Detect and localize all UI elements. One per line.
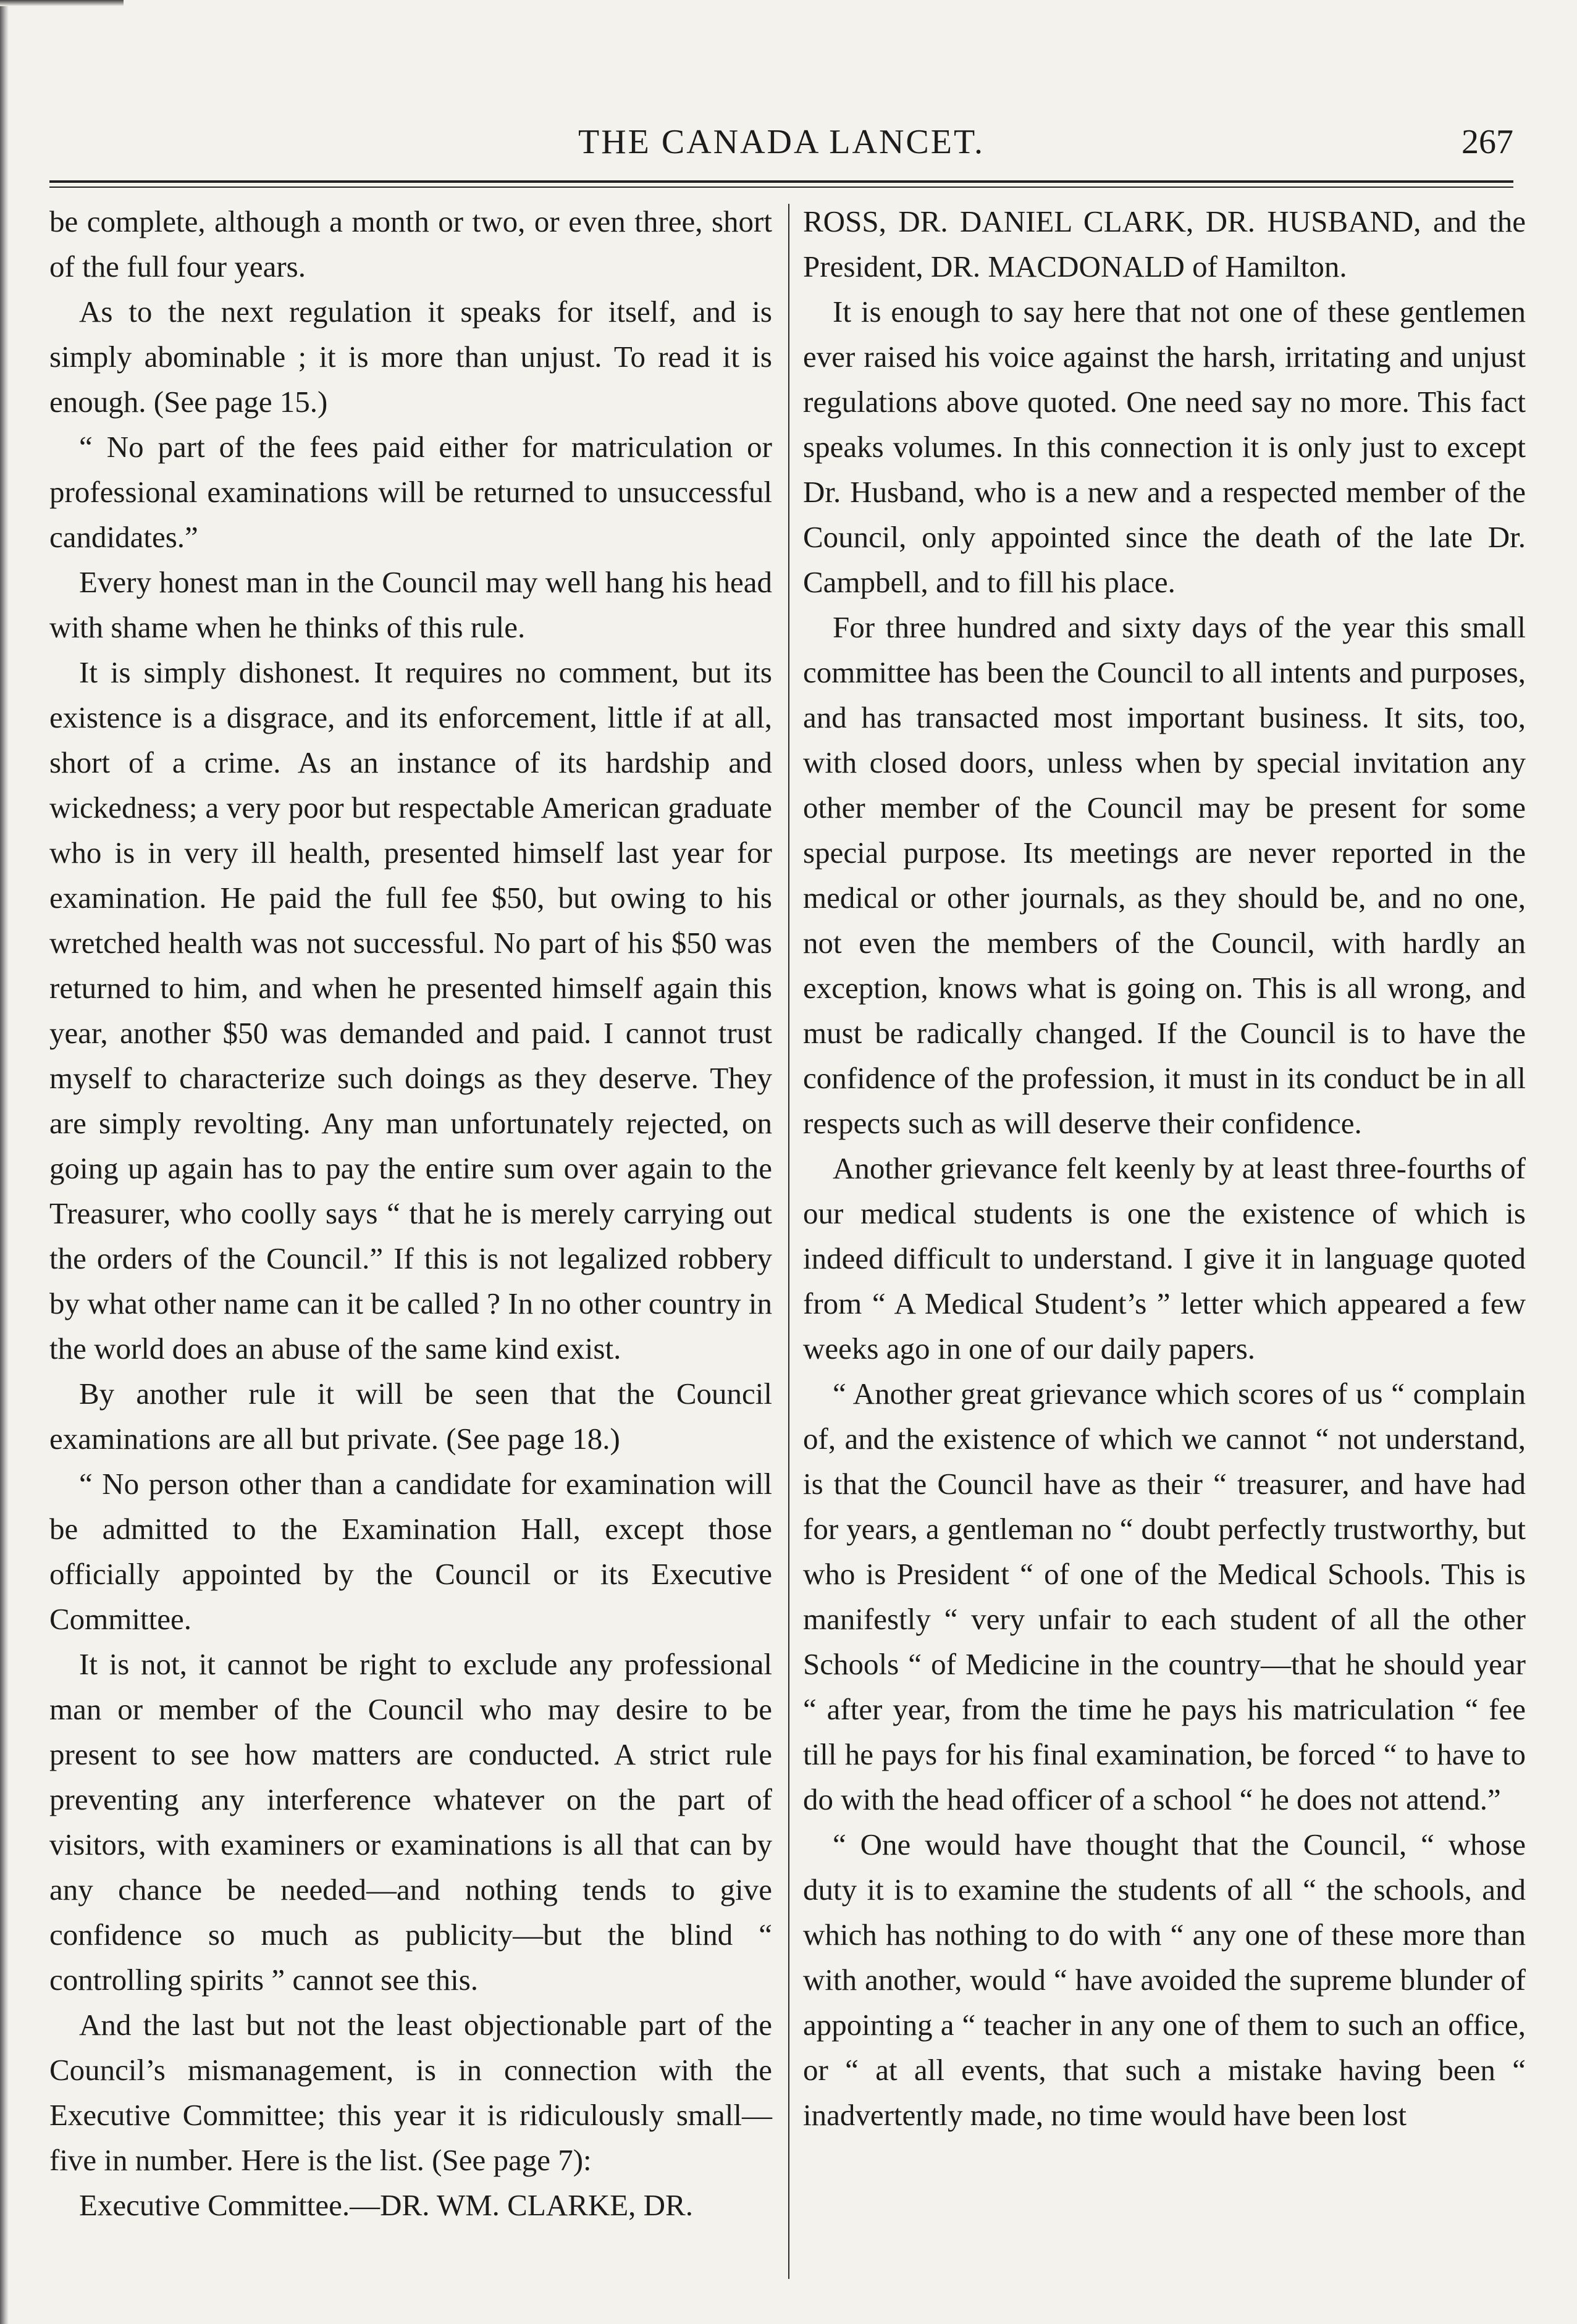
scan-edge xyxy=(0,0,9,2324)
paragraph: And the last but not the least objectionable part of the Council’s mismanagement, is in connection with the Executive Committee; this year it is ridiculously small—five in number. Here is the list. (See page 7): xyxy=(49,2008,772,2177)
left-column xyxy=(49,199,772,2228)
paragraph: be complete, although a month or two, or even three, short of the full four years. xyxy=(49,204,772,283)
paragraph: For three hundred and sixty days of the year this small committee has been the Council to all intents and purposes, and has transacted most important business. It sits, too, with closed doors, unless when by special invitation any other member of the Council may be present for some special purpose. Its meetings are never reported in the medical or other journals, as they should be, and no one, not even the members of the Council, with hardly an exception, knows what is going on. This is all wrong, and must be radically changed. If the Council is to have the confidence of the profession, it must in its conduct be in all respects such as will deserve their confidence. xyxy=(803,610,1526,1140)
column-divider xyxy=(788,204,789,2279)
paragraph: ROSS, DR. DANIEL CLARK, DR. HUSBAND, and the President, DR. MACDONALD of Hamilton. xyxy=(803,204,1526,283)
paragraph: “ No person other than a candidate for examination will be admitted to the Examination Hall, except those officially appointed by the Council or its Executive Committee. xyxy=(49,1467,772,1636)
paragraph: “ No part of the fees paid either for matriculation or professional examinations will be returned to unsuccessful candidates.” xyxy=(49,430,772,554)
paragraph: As to the next regulation it speaks for itself, and is simply abominable ; it is more than unjust. To read it is enough. (See page 15.) xyxy=(49,295,772,419)
paragraph: By another rule it will be seen that the Council examinations are all but private. (See page 18.) xyxy=(49,1377,772,1456)
paragraph: “ One would have thought that the Council, “ whose duty it is to examine the students of all “ the schools, and which has nothing to do with “ any one of these more than with another, would “ have avoided the supreme blunder of appointing a “ teacher in any one of them to such an office, or “ at all events, that such a mistake having been “ inadvertently made, no time would have been lost xyxy=(803,1827,1526,2132)
paragraph: It is simply dishonest. It requires no comment, but its existence is a disgrace, and its enforcement, little if at all, short of a crime. As an instance of its hardship and wickedness; a very poor but respectable American graduate who is in very ill health, presented himself last year for examination. He paid the full fee $50, but owing to his wretched health was not successful. No part of his $50 was returned to him, and when he presented himself again this year, another $50 was demanded and paid. I cannot trust myself to characterize such doings as they deserve. They are simply revolting. Any man unfortunately rejected, on going up again has to pay the entire sum over again to the Treasurer, who coolly says “ that he is merely carrying out the orders of the Council.” If this is not legalized robbery by what other name can it be called ? In no other country in the world does an abuse of the same kind exist. xyxy=(49,655,772,1365)
paragraph: “ Another great grievance which scores of us “ complain of, and the existence of which we cannot “ not understand, is that the Council have as their “ treasurer, and have had for years, a gentleman no “ doubt perfectly trustworthy, but who is President “ of one of the Medical Schools. This is manifestly “ very unfair to each student of all the other Schools “ of Medicine in the country—that he should year “ after year, from the time he pays his matriculation “ fee till he pays for his final examination, be forced “ to have to do with the head officer of a school “ he does not attend.” xyxy=(803,1377,1526,1816)
scan-top-mark xyxy=(0,0,124,6)
paragraph: It is enough to say here that not one of these gentlemen ever raised his voice against the harsh, irritating and unjust regulations above quoted. One need say no more. This fact speaks volumes. In this connection it is only just to except Dr. Husband, who is a new and a respected member of the Council, only appointed since the death of the late Dr. Campbell, and to fill his place. xyxy=(803,295,1526,599)
running-title: THE CANADA LANCET. xyxy=(578,123,985,161)
paragraph: It is not, it cannot be right to exclude any professional man or member of the Council who may desire to be present to see how matters are conducted. A strict rule preventing any interference whatever on the part of visitors, with examiners or examinations is all that can by any chance be needed—and nothing tends to give confidence so much as publicity—but the blind “ controlling spirits ” cannot see this. xyxy=(49,1647,772,1997)
right-column xyxy=(803,199,1526,2137)
page-header xyxy=(49,117,1513,173)
header-rule-thin xyxy=(49,187,1513,188)
page-number: 267 xyxy=(1461,123,1513,161)
paragraph: Another grievance felt keenly by at least three-fourths of our medical students is one the existence of which is indeed difficult to understand. I give it in language quoted from “ A Medical Student’s ” letter which appeared a few weeks ago in one of our daily papers. xyxy=(803,1151,1526,1365)
paragraph: Executive Committee.—DR. WM. CLARKE, DR. xyxy=(79,2188,693,2222)
paragraph: Every honest man in the Council may well hang his head with shame when he thinks of this rule. xyxy=(49,565,772,644)
header-rule-thick xyxy=(49,180,1513,183)
